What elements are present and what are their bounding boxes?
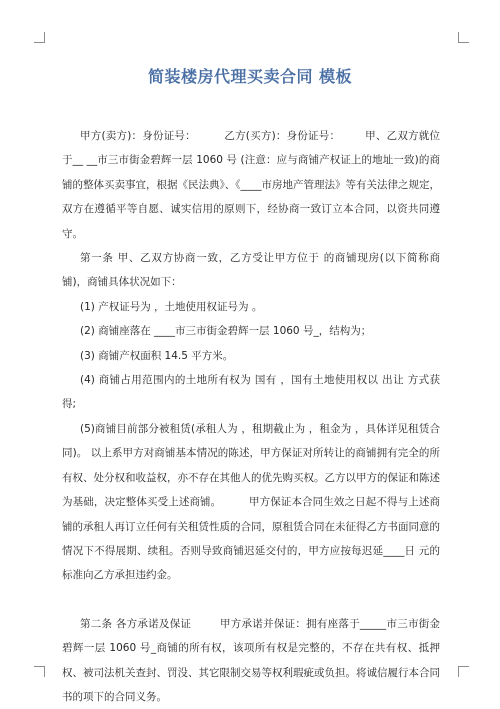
item-3-paragraph: (3) 商铺产权面积 14.5 平方米。 <box>80 349 234 362</box>
item-5-paragraph: (5)商铺目前部分被租赁(承租人为 ，租期截止为 ，租金为 ，具体详见租赁合同)。 以上系甲方对商铺基本情况的陈述，甲方保证对所转让的商铺拥有完全的所有权、处分权和收益权，亦不存在其他人的优先购买权。乙方以甲方的保证和陈述为基础，决定整体买受上述商铺。 甲方保证本合同生效之日起不得与上述商铺的承租人再订立任何有关租赁性质的合同，原租赁合同在未征得乙方书面同意的情况下不得展期、续租。否则导致商铺迟延交付的，甲方应按每迟延____日 元的标准向乙方承担违约金。 <box>62 422 440 582</box>
item-1-paragraph: (1) 产权证号为 ，土地使用权证号为 。 <box>80 300 263 313</box>
document-body <box>62 124 440 709</box>
item-4-paragraph: (4) 商铺占用范围内的土地所有权为 国有 ，国有土地使用权以 出让 方式获得; <box>62 374 440 411</box>
intro-paragraph: 甲方(卖方)：身份证号： 乙方(买方)：身份证号： 甲、乙双方就位于__ __市三市街金碧辉一层 1060 号 (注意：应与商铺产权证上的地址一致)的商铺的整体买卖事宜，根据《民法典》、《____市房地产管理法》等有关法律之规定，双方在遵循平等自愿、诚实信用的原则下，经协商一致订立本合同，以资共同遵守。 <box>62 130 440 240</box>
article-2-paragraph: 第二条 各方承诺及保证 甲方承诺并保证：拥有座落于_____市三市街金碧辉一层 1060 号_商铺的所有权，该项所有权是完整的，不存在共有权、抵押权、被司法机关查封、罚没、其它限制交易等权利瑕疵或负担。将诚信履行本合同书的项下的合同义务。 <box>62 617 440 703</box>
crop-mark-top-right <box>458 32 469 43</box>
article-1-paragraph: 第一条 甲、乙双方协商一致，乙方受让甲方位于 的商铺现房(以下简称商铺)，商铺具体状况如下： <box>62 252 440 289</box>
crop-mark-bottom-left <box>34 666 45 677</box>
paragraph-gap <box>62 588 440 612</box>
item-2-paragraph: (2) 商铺座落在 ____市三市街金碧辉一层 1060 号_，结构为； <box>80 325 372 338</box>
crop-mark-top-left <box>34 32 45 43</box>
document-title: 简装楼房代理买卖合同 模板 <box>147 67 353 86</box>
crop-mark-bottom-right <box>458 666 469 677</box>
